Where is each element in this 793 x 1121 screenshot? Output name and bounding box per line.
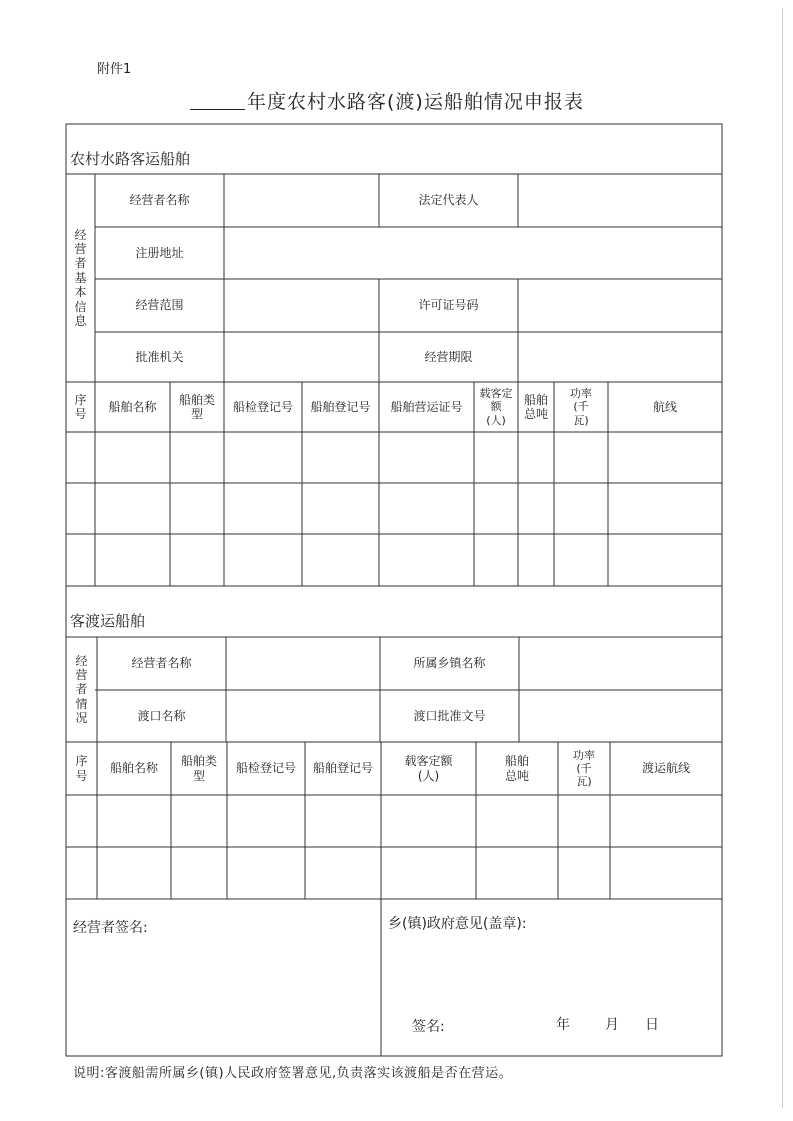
col2-route: 渡运航线 [641,761,690,775]
year-label: 年 [556,1017,570,1033]
label-legal-rep: 法定代表人 [418,193,479,207]
label-reg-address: 注册地址 [135,245,184,260]
col2-ship-reg-no: 船舶登记号 [312,761,373,775]
attachment-label: 附件1 [97,62,132,77]
col2-inspection-no: 船检登记号 [235,761,296,775]
col2-ship-name: 船舶名称 [109,761,158,775]
operator-sign-label: 经营者签名: [73,920,148,936]
section2-group-label: 经 营 者 情 况 [75,653,88,726]
col2-seq: 序 号 [75,754,88,783]
col-power: 功率 (千 瓦) [570,387,592,427]
col-ship-type: 船舶类 型 [178,392,215,421]
col-capacity: 载客定 额 (人) [479,387,513,427]
col-ship-name: 船舶名称 [108,399,157,414]
section2-heading: 客渡运船舶 [70,611,146,630]
label-approval-authority: 批准机关 [135,349,184,364]
label-business-period: 经营期限 [424,349,473,364]
sign-label: 签名: [412,1019,445,1035]
section1-heading: 农村水路客运船舶 [70,149,191,168]
label-ferry-approval-no: 渡口批准文号 [413,708,486,723]
col2-power: 功率 (千 瓦) [573,748,595,789]
col-seq: 序 号 [74,392,87,421]
col-operation-cert: 船舶营运证号 [390,399,463,414]
col2-capacity: 载客定额 (人) [404,754,453,783]
label-ferry-name: 渡口名称 [137,708,186,723]
col-route: 航线 [652,399,677,414]
col2-ship-type: 船舶类 型 [180,754,217,783]
label-business-scope: 经营范围 [135,298,184,312]
label-operator-name: 经营者名称 [129,193,190,207]
day-label: 日 [645,1017,659,1033]
col2-tonnage: 船舶 总吨 [504,754,529,783]
label-ferry-operator-name: 经营者名称 [131,656,192,670]
footnote: 说明:客渡船需所属乡(镇)人民政府签署意见,负责落实该渡船是否在营运。 [73,1066,513,1081]
month-label: 月 [605,1017,619,1033]
gov-opinion-label: 乡(镇)政府意见(盖章): [388,916,527,932]
col-ship-reg-no: 船舶登记号 [310,399,371,414]
col-tonnage: 船舶 总吨 [523,392,548,421]
label-township: 所属乡镇名称 [413,656,486,670]
section1-group-label: 经 营 者 基 本 信 息 [74,227,87,328]
col-inspection-no: 船检登记号 [232,399,293,414]
label-license-no: 许可证号码 [418,298,479,312]
form-title-text: 年度农村水路客(渡)运船舶情况申报表 [247,91,584,113]
